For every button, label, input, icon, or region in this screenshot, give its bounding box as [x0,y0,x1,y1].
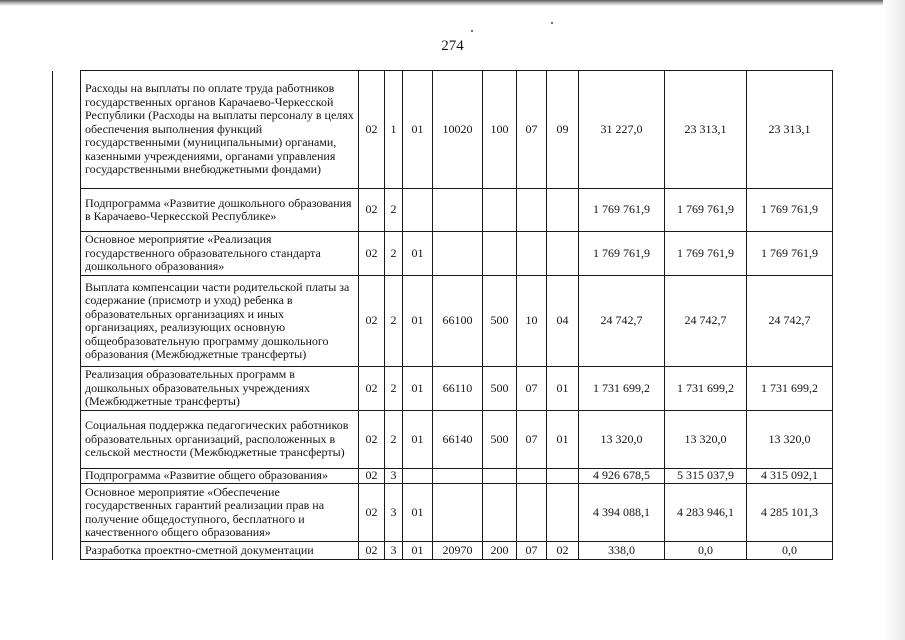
table-row [53,71,833,189]
amount-year-3: 1 769 761,9 [747,189,833,232]
table-row [53,189,833,232]
budget-table [52,70,833,560]
code-program: 02 [359,276,385,367]
code-program: 02 [359,189,385,232]
table-row [53,542,833,560]
amount-year-2: 1 769 761,9 [665,232,747,276]
amount-year-1: 4 394 088,1 [579,484,665,542]
code-direction: 20970 [433,542,483,560]
amount-year-2: 13 320,0 [665,411,747,469]
code-main-event: 01 [403,484,433,542]
amount-year-3: 24 742,7 [747,276,833,367]
code-section [517,484,547,542]
scan-speck [551,22,553,24]
code-subsection: 02 [547,542,579,560]
code-subsection [547,484,579,542]
code-program: 02 [359,469,385,484]
code-subsection [547,232,579,276]
table-row [53,276,833,367]
amount-year-1: 31 227,0 [579,71,665,189]
amount-year-3: 0,0 [747,542,833,560]
code-expense-type: 200 [483,542,517,560]
row-name: Расходы на выплаты по оплате труда работников государственных органов Карачаево-Черкесской Республики (Расходы на выплаты персоналу в целях обеспечения выполнения функций государственными (муниципальными) органами, казенными учреждениями, органами управления государственными внебюджетными фондами) [81,71,359,189]
code-subprogram: 3 [385,469,403,484]
row-margin-cell [53,411,81,469]
code-subsection: 01 [547,411,579,469]
amount-year-2: 24 742,7 [665,276,747,367]
code-subsection [547,469,579,484]
amount-year-2: 1 731 699,2 [665,367,747,411]
code-subprogram: 2 [385,232,403,276]
amount-year-2: 23 313,1 [665,71,747,189]
code-direction: 66110 [433,367,483,411]
row-margin-cell [53,367,81,411]
code-section [517,232,547,276]
scan-top-edge [0,0,905,6]
code-direction [433,232,483,276]
amount-year-1: 1 769 761,9 [579,189,665,232]
amount-year-2: 4 283 946,1 [665,484,747,542]
amount-year-1: 4 926 678,5 [579,469,665,484]
amount-year-3: 4 315 092,1 [747,469,833,484]
table-row [53,411,833,469]
code-section: 07 [517,542,547,560]
code-subprogram: 1 [385,71,403,189]
code-program: 02 [359,411,385,469]
amount-year-1: 13 320,0 [579,411,665,469]
row-name: Социальная поддержка педагогических работников образовательных организаций, расположенных в сельской местности (Межбюджетные трансферты) [81,411,359,469]
amount-year-3: 1 731 699,2 [747,367,833,411]
amount-year-1: 1 731 699,2 [579,367,665,411]
code-subprogram: 2 [385,411,403,469]
code-direction: 10020 [433,71,483,189]
code-program: 02 [359,542,385,560]
row-name: Подпрограмма «Развитие общего образования» [81,469,359,484]
row-margin-cell [53,189,81,232]
table-row [53,484,833,542]
row-margin-cell [53,276,81,367]
row-name: Основное мероприятие «Реализация государственного образовательного стандарта дошкольного образования» [81,232,359,276]
scan-right-shadow [883,0,905,640]
code-expense-type [483,484,517,542]
row-margin-cell [53,232,81,276]
row-margin-cell [53,542,81,560]
code-section: 07 [517,411,547,469]
amount-year-1: 1 769 761,9 [579,232,665,276]
table-row [53,469,833,484]
code-program: 02 [359,71,385,189]
row-name: Основное мероприятие «Обеспечение государственных гарантий реализации прав на получение общедоступного, бесплатного и качественного общего образования» [81,484,359,542]
table-row [53,367,833,411]
code-direction [433,469,483,484]
page-number: 274 [441,38,464,54]
code-subprogram: 2 [385,367,403,411]
code-main-event: 01 [403,276,433,367]
amount-year-1: 24 742,7 [579,276,665,367]
code-subprogram: 2 [385,276,403,367]
code-expense-type [483,189,517,232]
scan-speck [471,30,473,32]
code-subsection [547,189,579,232]
amount-year-2: 5 315 037,9 [665,469,747,484]
code-section: 07 [517,367,547,411]
code-direction [433,484,483,542]
code-expense-type: 500 [483,276,517,367]
row-name: Выплата компенсации части родительской платы за содержание (присмотр и уход) ребенка в образовательных организациях и иных организациях, реализующих основную общеобразовательную программу дошкольного образования (Межбюджетные трансферты) [81,276,359,367]
code-subsection: 04 [547,276,579,367]
code-subsection: 01 [547,367,579,411]
code-main-event: 01 [403,232,433,276]
amount-year-3: 1 769 761,9 [747,232,833,276]
code-main-event [403,189,433,232]
row-name: Подпрограмма «Развитие дошкольного образования в Карачаево-Черкесской Республике» [81,189,359,232]
code-expense-type: 500 [483,367,517,411]
code-expense-type [483,469,517,484]
code-main-event [403,469,433,484]
code-direction: 66140 [433,411,483,469]
row-margin-cell [53,469,81,484]
code-subprogram: 2 [385,189,403,232]
amount-year-2: 0,0 [665,542,747,560]
code-direction: 66100 [433,276,483,367]
code-main-event: 01 [403,71,433,189]
amount-year-3: 13 320,0 [747,411,833,469]
row-margin-cell [53,484,81,542]
code-section [517,469,547,484]
code-subsection: 09 [547,71,579,189]
amount-year-3: 4 285 101,3 [747,484,833,542]
amount-year-1: 338,0 [579,542,665,560]
code-expense-type [483,232,517,276]
code-section: 07 [517,71,547,189]
row-name: Разработка проектно-сметной документации [81,542,359,560]
code-direction [433,189,483,232]
code-section [517,189,547,232]
code-main-event: 01 [403,542,433,560]
amount-year-2: 1 769 761,9 [665,189,747,232]
code-main-event: 01 [403,411,433,469]
code-expense-type: 500 [483,411,517,469]
code-section: 10 [517,276,547,367]
code-main-event: 01 [403,367,433,411]
table-row [53,232,833,276]
code-subprogram: 3 [385,542,403,560]
code-program: 02 [359,367,385,411]
row-name: Реализация образовательных программ в дошкольных образовательных учреждениях (Межбюджетные трансферты) [81,367,359,411]
code-expense-type: 100 [483,71,517,189]
row-margin-cell [53,71,81,189]
amount-year-3: 23 313,1 [747,71,833,189]
code-subprogram: 3 [385,484,403,542]
code-program: 02 [359,232,385,276]
code-program: 02 [359,484,385,542]
